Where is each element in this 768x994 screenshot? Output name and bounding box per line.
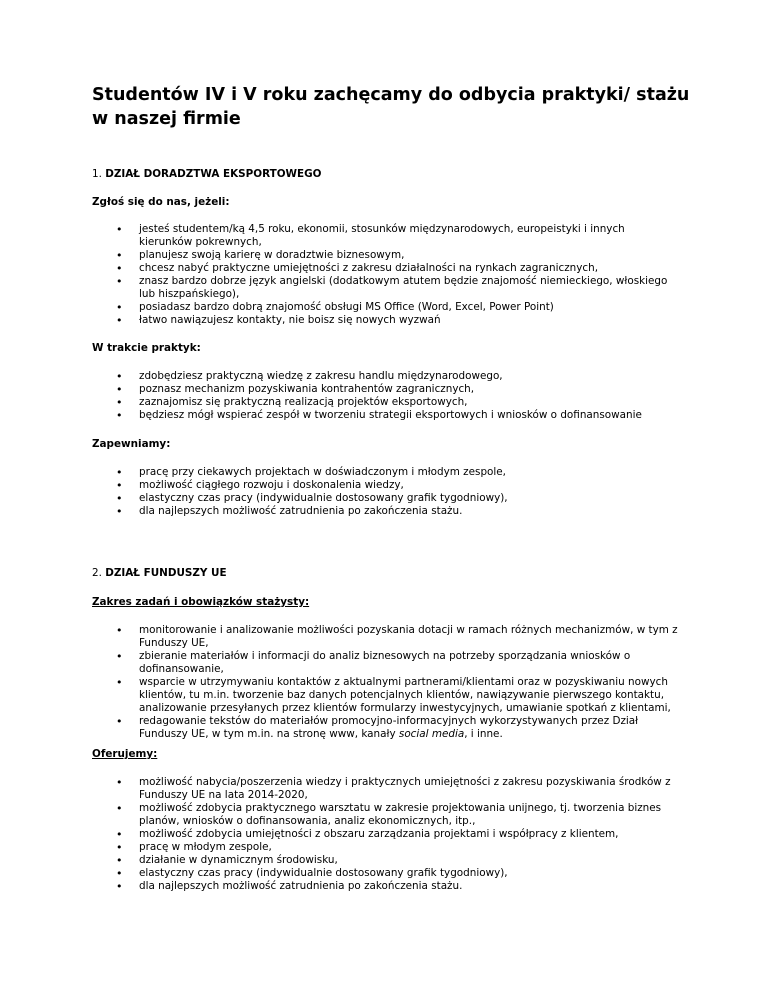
apply-list bbox=[0, 223, 679, 327]
list-item: • zbieranie materiałów i informacji do analiz biznesowych na potrzeby sporządzania wniosków o dofinansowanie, bbox=[116, 650, 631, 675]
bullet-icon: • bbox=[116, 249, 123, 262]
list-item: • posiadasz bardzo dobrą znajomość obsługi MS Office (Word, Excel, Power Point) bbox=[116, 301, 554, 314]
list-item: • możliwość ciągłego rozwoju i doskonalenia wiedzy, bbox=[116, 479, 404, 492]
list-item: • jesteś studentem/ką 4,5 roku, ekonomii, stosunków międzynarodowych, europeistyki i innych kierunków pokrewnych, bbox=[116, 223, 625, 248]
bullet-icon: • bbox=[116, 828, 123, 841]
list-item: • planujesz swoją karierę w doradztwie biznesowym, bbox=[116, 249, 405, 262]
list-item: • działanie w dynamicznym środowisku, bbox=[116, 854, 338, 867]
bullet-icon: • bbox=[116, 776, 123, 789]
bullet-icon: • bbox=[116, 676, 123, 689]
bullet-icon: • bbox=[116, 841, 123, 854]
tasks-heading: Zakres zadań i obowiązków stażysty: bbox=[92, 596, 310, 608]
bullet-icon: • bbox=[116, 409, 123, 422]
section-2-heading bbox=[92, 567, 227, 580]
bullet-icon: • bbox=[116, 854, 123, 867]
offer-heading: Oferujemy: bbox=[92, 748, 158, 760]
bullet-icon: • bbox=[116, 867, 123, 880]
bullet-icon: • bbox=[116, 715, 123, 728]
bullet-icon: • bbox=[116, 396, 123, 409]
bullet-icon: • bbox=[116, 301, 123, 314]
list-item: • redagowanie tekstów do materiałów promocyjno-informacyjnych wykorzystywanych przez Dział Funduszy UE, w tym m.in. na stronę www, kanały social media, i inne. bbox=[116, 715, 639, 740]
offer-list bbox=[0, 776, 679, 893]
bullet-icon: • bbox=[116, 262, 123, 275]
list-item: • chcesz nabyć praktyczne umiejętności z zakresu działalności na rynkach zagranicznych, bbox=[116, 262, 599, 275]
bullet-icon: • bbox=[116, 466, 123, 479]
provide-heading: Zapewniamy: bbox=[92, 438, 171, 450]
list-item: • znasz bardzo dobrze język angielski (dodatkowym atutem będzie znajomość niemieckiego, włoskiego lub hiszpańskiego), bbox=[116, 275, 668, 300]
section-1-title: DZIAŁ DORADZTWA EKSPORTOWEGO bbox=[105, 168, 322, 180]
list-item: • monitorowanie i analizowanie możliwości pozyskania dotacji w ramach różnych mechanizmów, w tym z Funduszy UE, bbox=[116, 624, 678, 649]
section-2-title: DZIAŁ FUNDUSZY UE bbox=[105, 567, 227, 579]
during-heading: W trakcie praktyk: bbox=[92, 342, 201, 354]
section-2-number: 2. bbox=[92, 567, 102, 579]
list-item: • możliwość zdobycia praktycznego warsztatu w zakresie projektowania unijnego, tj. tworzenia biznes planów, wniosków o dofinansowania, analiz ekonomicznych, itp., bbox=[116, 802, 662, 827]
bullet-icon: • bbox=[116, 383, 123, 396]
bullet-icon: • bbox=[116, 650, 123, 663]
list-item: • wsparcie w utrzymywaniu kontaktów z aktualnymi partnerami/klientami oraz w pozyskiwaniu nowych klientów, tu m.in. tworzenie baz danych potencjalnych klientów, nawiązywanie pierwszego kontaktu, analizowanie przesyłanych przez klientów formularzy inwestycyjnych, umawianie spotkań z klientami, bbox=[116, 676, 671, 714]
bullet-icon: • bbox=[116, 479, 123, 492]
bullet-icon: • bbox=[116, 624, 123, 637]
provide-list bbox=[0, 466, 679, 518]
list-item: • możliwość nabycia/poszerzenia wiedzy i praktycznych umiejętności z zakresu pozyskiwania środków z Funduszy UE na lata 2014-2020, bbox=[116, 776, 671, 801]
bullet-icon: • bbox=[116, 505, 123, 518]
section-1-number: 1. bbox=[92, 168, 102, 180]
bullet-icon: • bbox=[116, 802, 123, 815]
tasks-list bbox=[0, 624, 679, 741]
bullet-icon: • bbox=[116, 314, 123, 327]
bullet-icon: • bbox=[116, 275, 123, 288]
list-item: • możliwość zdobycia umiejętności z obszaru zarządzania projektami i współpracy z klientem, bbox=[116, 828, 619, 841]
list-item: • pracę przy ciekawych projektach w doświadczonym i młodym zespole, bbox=[116, 466, 506, 479]
list-item: • zdobędziesz praktyczną wiedzę z zakresu handlu międzynarodowego, bbox=[116, 370, 503, 383]
list-item: • dla najlepszych możliwość zatrudnienia po zakończenia stażu. bbox=[116, 505, 463, 518]
list-item: • będziesz mógł wspierać zespół w tworzeniu strategii eksportowych i wniosków o dofinansowanie bbox=[116, 409, 642, 422]
list-item: • elastyczny czas pracy (indywidualnie dostosowany grafik tygodniowy), bbox=[116, 867, 508, 880]
section-1-heading bbox=[92, 168, 321, 181]
bullet-icon: • bbox=[116, 223, 123, 236]
bullet-icon: • bbox=[116, 492, 123, 505]
apply-heading: Zgłoś się do nas, jeżeli: bbox=[92, 196, 230, 208]
list-item: • dla najlepszych możliwość zatrudnienia po zakończenia stażu. bbox=[116, 880, 463, 893]
bullet-icon: • bbox=[116, 880, 123, 893]
list-item: • zaznajomisz się praktyczną realizacją projektów eksportowych, bbox=[116, 396, 468, 409]
list-item: • łatwo nawiązujesz kontakty, nie boisz się nowych wyzwań bbox=[116, 314, 441, 327]
page-title: Studentów IV i V roku zachęcamy do odbycia praktyki/ stażu w naszej firmie bbox=[92, 85, 690, 129]
during-list bbox=[0, 370, 679, 422]
list-item: • pracę w młodym zespole, bbox=[116, 841, 272, 854]
list-item: • elastyczny czas pracy (indywidualnie dostosowany grafik tygodniowy), bbox=[116, 492, 508, 505]
bullet-icon: • bbox=[116, 370, 123, 383]
list-item: • poznasz mechanizm pozyskiwania kontrahentów zagranicznych, bbox=[116, 383, 475, 396]
